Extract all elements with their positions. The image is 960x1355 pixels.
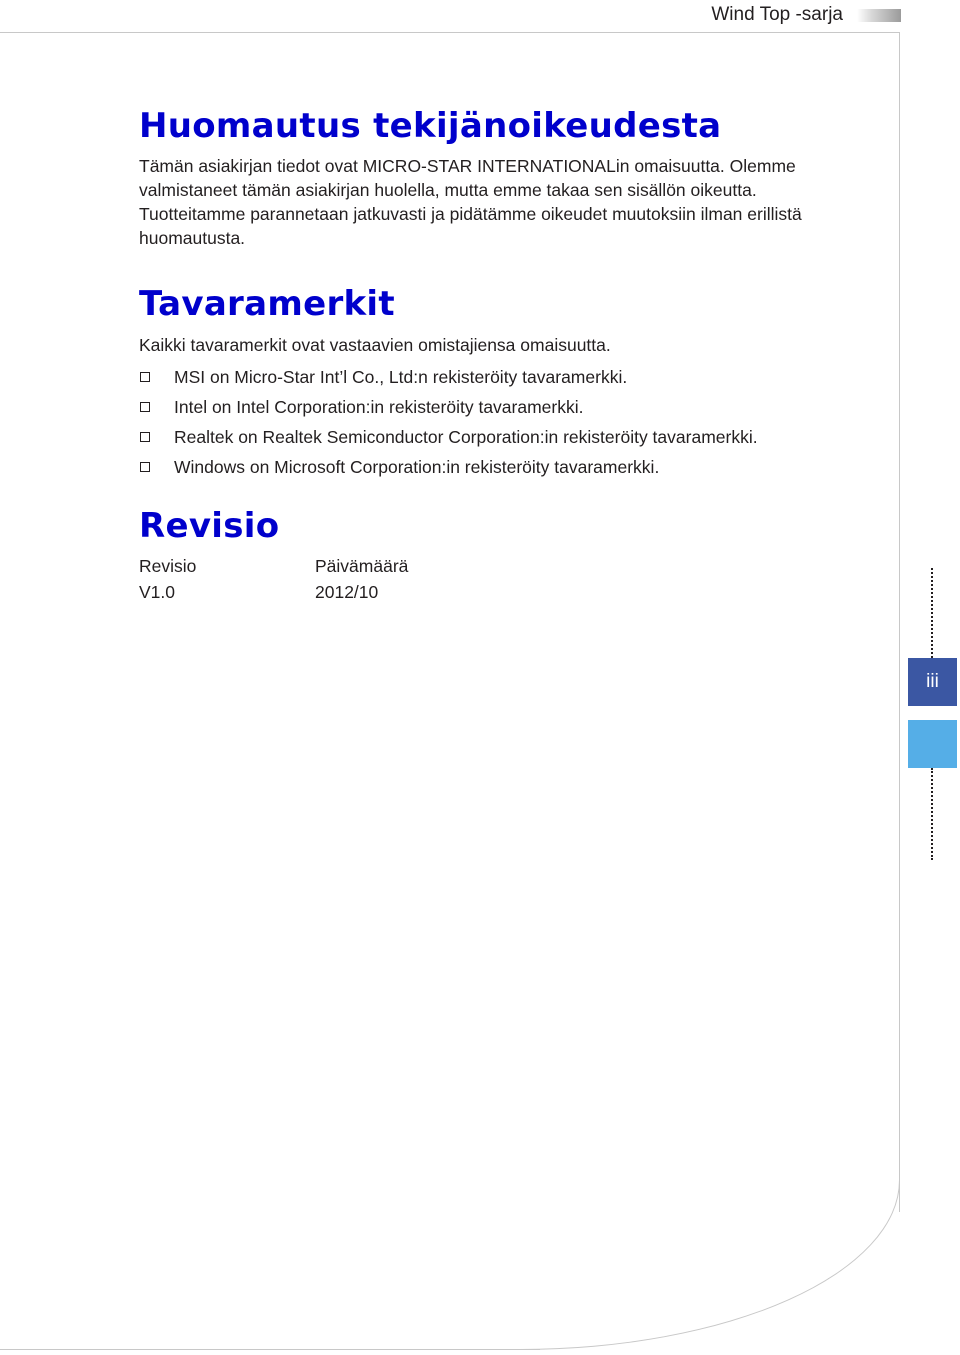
side-dotted-line-bottom: [931, 768, 933, 860]
copyright-text: Tämän asiakirjan tiedot ovat MICRO-STAR INTERNATIONALin omaisuutta. Olemme valmistaneet tämän asiakirjan huolella, mutta emme takaa sen sisällön oikeutta. Tuotteitamme parannetaan jatkuvasti ja pidätämme oikeudet muutoksiin ilman erillistä huomautusta.: [139, 156, 802, 248]
secondary-tab: [908, 720, 957, 768]
page-number-tab: iii: [908, 658, 957, 706]
square-bullet-icon: [140, 372, 150, 382]
page-frame-corner: [520, 1180, 900, 1350]
revision-date-cell: 2012/10: [315, 582, 379, 602]
square-bullet-icon: [140, 462, 150, 472]
revision-table: [139, 553, 515, 605]
revision-version-cell: V1.0: [139, 582, 175, 602]
trademark-item-realtek: [139, 422, 758, 452]
page-frame-bottom: [0, 1349, 540, 1350]
trademark-item-text: Realtek on Realtek Semiconductor Corporation:in rekisteröity tavaramerkki.: [174, 427, 758, 447]
document-series-title: Wind Top -sarja: [711, 4, 843, 25]
square-bullet-icon: [140, 402, 150, 412]
date-column-header: Päivämäärä: [315, 556, 409, 576]
trademark-list: [139, 362, 758, 482]
header-gradient-bar: [857, 9, 901, 22]
trademarks-intro: Kaikki tavaramerkit ovat vastaavien omistajiensa omaisuutta.: [139, 335, 611, 355]
trademarks-heading: Tavaramerkit: [139, 284, 395, 324]
revision-data-row: [139, 579, 515, 605]
trademark-item-windows: [139, 452, 758, 482]
trademark-item-intel: [139, 392, 758, 422]
side-dotted-line-top: [931, 568, 933, 658]
trademark-item-text: MSI on Micro-Star Int’l Co., Ltd:n rekisteröity tavaramerkki.: [174, 367, 628, 387]
copyright-heading: Huomautus tekijänoikeudesta: [139, 106, 722, 146]
header-divider: [0, 32, 899, 33]
trademark-item-text: Windows on Microsoft Corporation:in rekisteröity tavaramerkki.: [174, 457, 660, 477]
revision-heading: Revisio: [139, 506, 280, 546]
trademark-item-text: Intel on Intel Corporation:in rekisteröity tavaramerkki.: [174, 397, 584, 417]
revision-header-row: [139, 553, 515, 579]
revision-column-header: Revisio: [139, 556, 197, 576]
trademark-item-msi: [139, 362, 758, 392]
page-frame-right: [899, 32, 900, 1212]
square-bullet-icon: [140, 432, 150, 442]
